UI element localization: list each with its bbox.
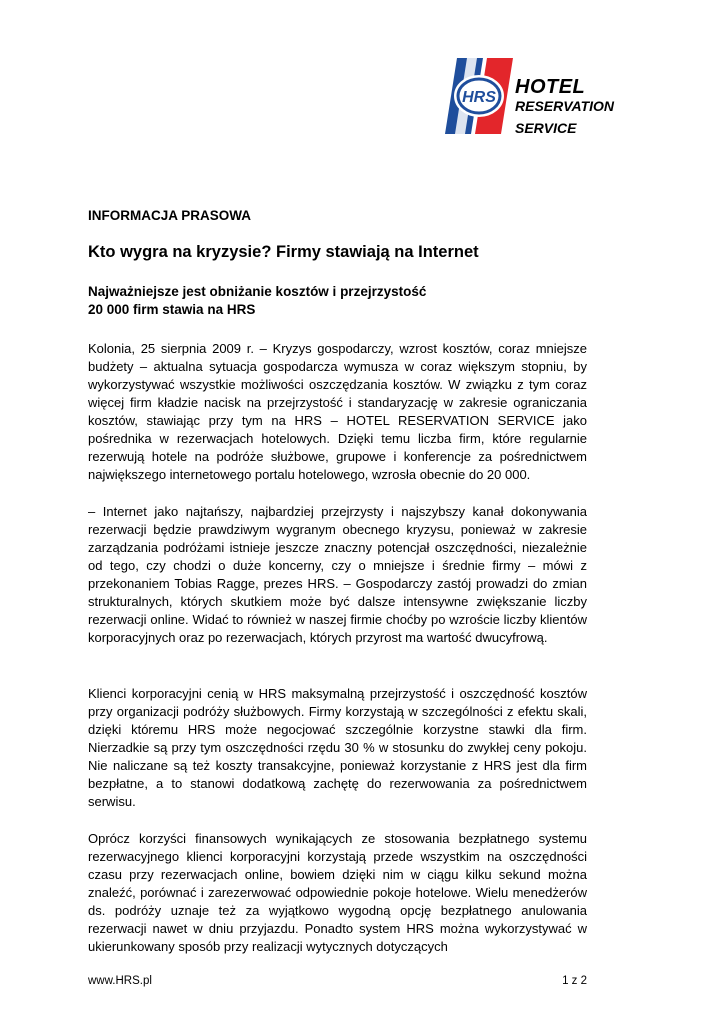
logo-line-hotel: HOTEL (515, 76, 586, 98)
document-title: Kto wygra na kryzysie? Firmy stawiają na Internet (88, 243, 479, 261)
logo-line-service: SERVICE (515, 120, 577, 136)
logo-line-reservation: RESERVATION (515, 98, 615, 114)
footer-page-number: 1 z 2 (562, 975, 587, 987)
press-release-label: INFORMACJA PRASOWA (88, 208, 252, 223)
hrs-logo (443, 56, 643, 138)
hrs-logo-mark (443, 56, 515, 136)
subtitle-line-2: 20 000 firm stawia na HRS (88, 302, 256, 317)
body-paragraph-3: Klienci korporacyjni cenią w HRS maksymalną przejrzystość i oszczędność kosztów przy organizacji podróży służbowych. Firmy korzystają w szczególności z efektu skali, dzięki któremu HRS może negocjować szczególnie korzystne stawki dla firm. Nierzadkie są przy tym oszczędności rzędu 30 % w stosunku do zwykłej ceny pokoju. Nie naliczane są też koszty transakcyjne, ponieważ korzystanie z HRS jest dla firm bezpłatne, a to stanowi dodatkową zachętę do rezerwowania za pośrednictwem serwisu. (88, 686, 587, 809)
subtitle-line-1: Najważniejsze jest obniżanie kosztów i przejrzystość (88, 284, 427, 299)
body-paragraph-4: Oprócz korzyści finansowych wynikających ze stosowania bezpłatnego systemu rezerwacyjnego klienci korporacyjni korzystają przede wszystkim na oszczędności czasu przy rezerwacjach online, bowiem dzięki nim w ciągu kilku sekund można znaleźć, porównać i zarezerwować odpowiednie pokoje hotelowe. Wielu menedżerów ds. podróży uznaje też za wyjątkowo wygodną opcję bezpłatnego anulowania rezerwacji nawet w dniu przyjazdu. Ponadto system HRS można wykorzystywać w ukierunkowany sposób przy realizacji wytycznych dotyczących (88, 831, 587, 954)
body-paragraph-1: Kolonia, 25 sierpnia 2009 r. – Kryzys gospodarczy, wzrost kosztów, coraz mniejsze budżety – aktualna sytuacja gospodarcza wymusza w coraz większym stopniu, by wykorzystywać wszystkie możliwości oszczędzania kosztów. W związku z tym coraz więcej firm kładzie nacisk na przejrzystość i standaryzację w zakresie ograniczania kosztów, stawiając przy tym na HRS – HOTEL RESERVATION SERVICE jako pośrednika w rezerwacjach hotelowych. Dzięki temu liczba firm, które regularnie rezerwują hotele na podróże służbowe, grupowe i konferencje za pośrednictwem największego internetowego portalu hotelowego, wzrosła obecnie do 20 000. (88, 341, 587, 482)
footer-website-link[interactable]: www.HRS.pl (88, 975, 152, 987)
hrs-badge-text: HRS (462, 89, 496, 106)
document-subtitle (88, 283, 426, 319)
body-paragraph-2: – Internet jako najtańszy, najbardziej przejrzysty i najszybszy kanał dokonywania rezerwacji będzie prawdziwym wygranym obecnego kryzysu, ponieważ w zakresie zarządzania podróżami istnieje jeszcze znaczny potencjał oszczędności, niezależnie od tego, czy chodzi o duże koncerny, czy o mniejsze i średnie firmy – mówi z przekonaniem Tobias Ragge, prezes HRS. – Gospodarczy zastój prowadzi do zmian strukturalnych, których skutkiem może być dalsze intensywne zwiększanie liczby rezerwacji online. Widać to również w naszej firmie choćby po wzroście liczby klientów korporacyjnych oraz po rezerwacjach, których przyrost ma wartość dwucyfrową. (88, 504, 587, 645)
